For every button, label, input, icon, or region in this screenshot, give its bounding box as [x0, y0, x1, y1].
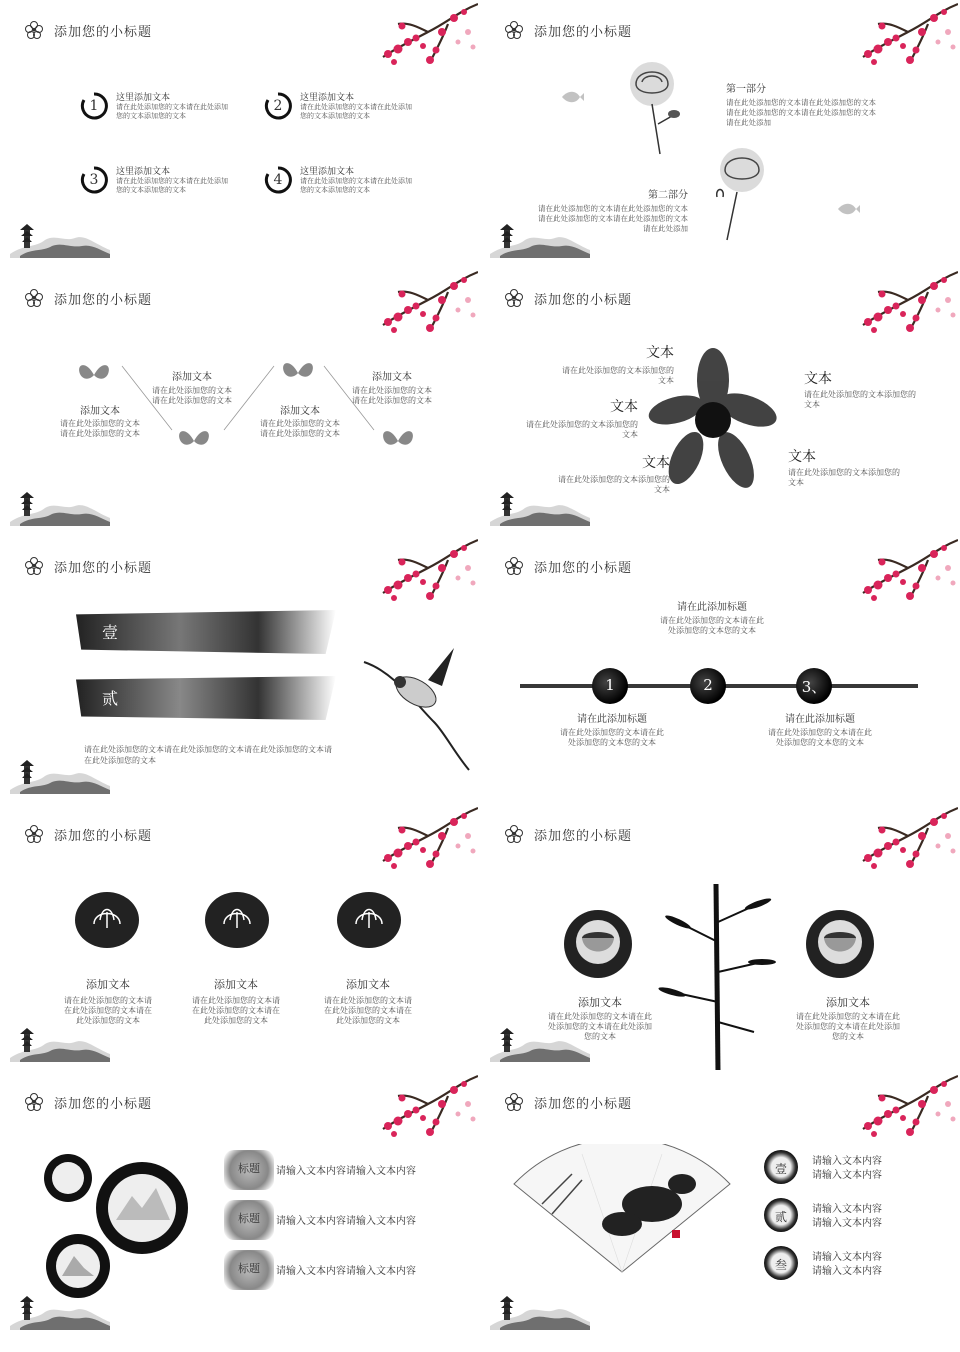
- row-text: 请输入文本内容请输入文本内容: [276, 1266, 416, 1277]
- pagoda-landscape-icon: [490, 1286, 590, 1330]
- plum-blossom-icon: [358, 1074, 478, 1154]
- item-body: 请在此处添加您的文本请在此处添加您的文本请在此处添加您的文本: [192, 996, 280, 1025]
- slide-header: [24, 824, 152, 844]
- left-body: 请在此处添加您的文本请在此处添加您的文本请在此处添加您的文本: [548, 1012, 652, 1041]
- left-body: 请在此处添加您的文本请在此处添加您的文本您的文本: [560, 728, 664, 747]
- tea-cup-icon: [562, 908, 634, 980]
- row-line: 请输入文本内容: [812, 1266, 882, 1277]
- slide-body: 请在此处添加您的文本请在此处添加您的文本请在此处添加您的文本请在此处添加您的文本: [84, 745, 332, 765]
- item-number: 4: [273, 172, 283, 188]
- row-line: 请输入文本内容: [812, 1218, 882, 1229]
- item-title: 添加文本: [280, 406, 320, 417]
- item-body: 请在此处添加您的文本请在此处添加您的文本添加您的文本: [300, 103, 412, 120]
- lotus-ink-icon: [74, 890, 140, 950]
- item-body: 请在此处添加您的文本添加您的文本: [526, 420, 638, 439]
- fish-icon: [836, 202, 860, 216]
- item-title: 添加文本: [80, 406, 120, 417]
- plum-blossom-icon: [838, 270, 958, 350]
- item-title: 添加文本: [346, 978, 390, 991]
- item-title: 文本: [646, 345, 674, 361]
- left-title: 添加文本: [578, 996, 622, 1009]
- slide-header: [504, 288, 632, 308]
- plum-flower-icon: [504, 1092, 524, 1112]
- slide-9[interactable]: [2, 1074, 478, 1338]
- timeline-number: 2: [703, 676, 713, 694]
- item-body: 请在此处添加您的文本请在此处添加您的文本请在此处添加您的文本: [64, 996, 152, 1025]
- slide-3[interactable]: [2, 270, 478, 534]
- right-body: 请在此处添加您的文本请在此处添加您的文本请在此处添加您的文本: [796, 1012, 900, 1041]
- lotus-ink-icon: [204, 890, 270, 950]
- right-title: 请在此添加标题: [785, 714, 855, 725]
- slide-4[interactable]: [482, 270, 958, 534]
- item-body: 请在此处添加您的文本添加您的文本: [804, 390, 916, 409]
- item-body: 请在此处添加您的文本请在此处添加您的文本请在此处添加您的文本: [324, 996, 412, 1025]
- plum-blossom-icon: [838, 806, 958, 886]
- row-tag: 标题: [238, 1162, 260, 1175]
- item-body: 请在此处添加您的文本请在此处添加您的文本添加您的文本: [300, 177, 412, 194]
- item-body: 请在此处添加您的文本添加您的文本: [558, 475, 670, 494]
- item-title: 文本: [788, 449, 816, 465]
- slide-title: 添加您的小标题: [534, 1096, 633, 1112]
- row-line: 请输入文本内容: [812, 1170, 882, 1181]
- item-title: 这里添加文本: [116, 167, 171, 177]
- butterfly-icon: [176, 426, 212, 456]
- slide-title: 添加您的小标题: [534, 828, 633, 844]
- slide-title: 添加您的小标题: [534, 24, 633, 40]
- item-body: 请在此处添加您的文本添加您的文本: [788, 468, 900, 487]
- plum-blossom-icon: [838, 1074, 958, 1154]
- plum-blossom-icon: [358, 2, 478, 82]
- item-number: 1: [89, 98, 99, 114]
- row-text: 请输入文本内容请输入文本内容: [276, 1216, 416, 1227]
- plum-flower-icon: [504, 288, 524, 308]
- timeline-number: 3、: [801, 678, 827, 696]
- top-body: 请在此处添加您的文本请在此处添加您的文本您的文本: [660, 616, 764, 635]
- butterfly-icon: [280, 358, 316, 388]
- item-title: 这里添加文本: [300, 167, 355, 177]
- row-tag: 标题: [238, 1212, 260, 1225]
- slide-title: 添加您的小标题: [54, 828, 153, 844]
- slide-header: [504, 824, 632, 844]
- row-tag: 贰: [774, 1210, 787, 1224]
- lotus-ink-icon: [336, 890, 402, 950]
- item-title: 这里添加文本: [116, 93, 171, 103]
- item-body: 请在此处添加您的文本请在此处添加您的文本添加您的文本: [116, 177, 228, 194]
- row-tag: 标题: [238, 1262, 260, 1275]
- row-tag: 壹: [774, 1162, 787, 1176]
- slide-title: 添加您的小标题: [534, 292, 633, 308]
- plum-blossom-icon: [838, 538, 958, 618]
- item-body: 请在此处添加您的文本请在此处添加您的文本: [152, 386, 232, 405]
- plum-flower-icon: [504, 20, 524, 40]
- slide-1[interactable]: [2, 2, 478, 266]
- slide-10[interactable]: [482, 1074, 958, 1338]
- item-title: 添加文本: [214, 978, 258, 991]
- plum-blossom-icon: [358, 538, 478, 618]
- plum-flower-icon: [504, 824, 524, 844]
- row-line: 请输入文本内容: [812, 1204, 882, 1215]
- fish-icon: [560, 90, 584, 104]
- part-two-title: 第二部分: [648, 190, 688, 201]
- plum-flower-icon: [504, 556, 524, 576]
- item-number: 3: [89, 172, 99, 188]
- slide-title: 添加您的小标题: [534, 560, 633, 576]
- timeline-number: 1: [605, 676, 615, 694]
- item-number: 2: [273, 98, 283, 114]
- banner-label: 贰: [102, 689, 119, 708]
- item-body: 请在此处添加您的文本请在此处添加您的文本: [60, 419, 140, 438]
- row-line: 请输入文本内容: [812, 1252, 882, 1263]
- left-title: 请在此添加标题: [577, 714, 647, 725]
- item-title: 文本: [804, 371, 832, 387]
- item-title: 添加文本: [372, 372, 412, 383]
- row-tag: 叁: [774, 1258, 787, 1272]
- slide-6[interactable]: [482, 538, 958, 802]
- peony-ink-icon: [707, 142, 777, 242]
- slide-title: 添加您的小标题: [54, 560, 153, 576]
- peony-ink-icon: [622, 54, 702, 164]
- bamboo-icon: [658, 882, 778, 1070]
- item-body: 请在此处添加您的文本请在此处添加您的文本添加您的文本: [116, 103, 228, 120]
- slide-header: [24, 556, 152, 576]
- item-title: 添加文本: [86, 978, 130, 991]
- slide-title: 添加您的小标题: [54, 24, 153, 40]
- row-text: 请输入文本内容请输入文本内容: [276, 1166, 416, 1177]
- item-body: 请在此处添加您的文本请在此处添加您的文本: [352, 386, 432, 405]
- plum-blossom-icon: [838, 2, 958, 82]
- item-body: 请在此处添加您的文本添加您的文本: [562, 366, 674, 385]
- plum-blossom-icon: [358, 806, 478, 886]
- slide-title: 添加您的小标题: [54, 292, 153, 308]
- slide-header: [504, 556, 632, 576]
- slide-title: 添加您的小标题: [54, 1096, 153, 1112]
- item-title: 文本: [610, 399, 638, 415]
- tea-cup-icon: [804, 908, 876, 980]
- folding-fan-painting-icon: [512, 1144, 732, 1274]
- slide-header: [504, 20, 632, 40]
- bird-on-branch-icon: [354, 642, 474, 772]
- item-title: 文本: [642, 455, 670, 471]
- slide-header: [24, 1092, 152, 1112]
- right-body: 请在此处添加您的文本请在此处添加您的文本您的文本: [768, 728, 872, 747]
- slide-8[interactable]: [482, 806, 958, 1070]
- plum-flower-icon: [24, 20, 44, 40]
- part-one-title: 第一部分: [726, 84, 766, 95]
- row-line: 请输入文本内容: [812, 1156, 882, 1167]
- slide-7[interactable]: [2, 806, 478, 1070]
- banner-label: 壹: [102, 623, 119, 642]
- pagoda-landscape-icon: [10, 214, 110, 258]
- slide-header: [504, 1092, 632, 1112]
- slide-5[interactable]: [2, 538, 478, 802]
- slide-header: [24, 20, 152, 40]
- part-two-body: 请在此处添加您的文本请在此处添加您的文本请在此处添加您的文本请在此处添加您的文本请在此处添加: [538, 204, 688, 233]
- top-title: 请在此添加标题: [677, 602, 747, 613]
- slide-2[interactable]: [482, 2, 958, 266]
- item-body: 请在此处添加您的文本请在此处添加您的文本: [260, 419, 340, 438]
- butterfly-icon: [76, 360, 112, 390]
- right-title: 添加文本: [826, 996, 870, 1009]
- ink-ring-landscape-icon: [38, 1150, 198, 1300]
- plum-flower-icon: [24, 556, 44, 576]
- item-title: 添加文本: [172, 372, 212, 383]
- plum-flower-icon: [24, 824, 44, 844]
- butterfly-icon: [380, 426, 416, 456]
- part-one-body: 请在此处添加您的文本请在此处添加您的文本请在此处添加您的文本请在此处添加您的文本请在此处添加: [726, 98, 876, 127]
- plum-flower-icon: [24, 1092, 44, 1112]
- item-title: 这里添加文本: [300, 93, 355, 103]
